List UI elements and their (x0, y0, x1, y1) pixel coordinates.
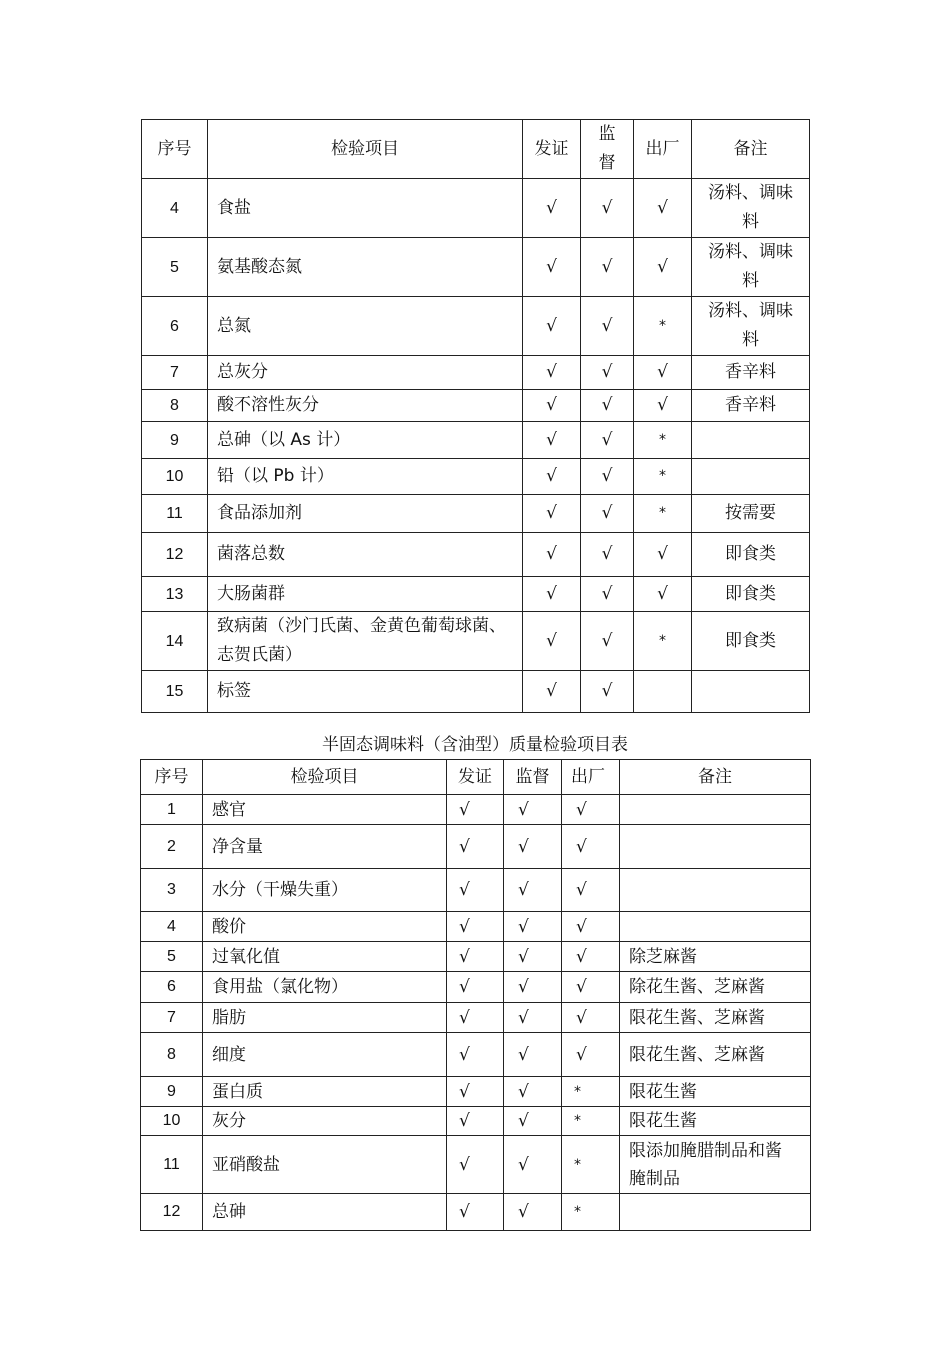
row-supervision: √ (504, 1194, 562, 1231)
row-factory: √ (634, 356, 692, 390)
header-item: 检验项目 (208, 120, 523, 179)
table-row (142, 533, 810, 577)
row-item: 总灰分 (208, 356, 523, 390)
table-row (142, 390, 810, 422)
row-no: 8 (141, 1033, 203, 1077)
row-factory: * (562, 1107, 620, 1136)
row-certification: √ (523, 422, 581, 459)
row-supervision: √ (581, 495, 634, 533)
row-item: 菌落总数 (208, 533, 523, 577)
row-no: 4 (141, 912, 203, 942)
row-item: 脂肪 (203, 1003, 447, 1033)
row-no: 8 (142, 390, 208, 422)
row-factory: * (634, 297, 692, 356)
row-note (692, 422, 810, 459)
table-row (141, 912, 811, 942)
row-item: 亚硝酸盐 (203, 1136, 447, 1194)
row-no: 13 (142, 577, 208, 612)
row-supervision: √ (581, 671, 634, 713)
row-supervision: √ (581, 577, 634, 612)
row-item: 过氧化值 (203, 942, 447, 972)
header-no: 序号 (141, 760, 203, 795)
row-certification: √ (523, 238, 581, 297)
header-no: 序号 (142, 120, 208, 179)
table-row (142, 495, 810, 533)
row-supervision: √ (504, 1003, 562, 1033)
row-supervision: √ (504, 869, 562, 912)
table-row (141, 1136, 811, 1194)
row-supervision: √ (581, 422, 634, 459)
table-row (142, 356, 810, 390)
row-item: 氨基酸态氮 (208, 238, 523, 297)
row-certification: √ (447, 1033, 504, 1077)
row-no: 9 (142, 422, 208, 459)
row-certification: √ (523, 577, 581, 612)
row-factory: √ (634, 179, 692, 238)
row-item: 灰分 (203, 1107, 447, 1136)
row-certification: √ (447, 869, 504, 912)
table-caption: 半固态调味料（含油型）质量检验项目表 (322, 735, 628, 755)
row-note: 限花生酱 (620, 1077, 811, 1107)
row-certification: √ (523, 671, 581, 713)
row-certification: √ (523, 179, 581, 238)
row-no: 12 (141, 1194, 203, 1231)
table-row (142, 297, 810, 356)
row-no: 12 (142, 533, 208, 577)
row-certification: √ (447, 1194, 504, 1231)
row-no: 4 (142, 179, 208, 238)
row-note: 香辛料 (692, 356, 810, 390)
row-note: 限花生酱、芝麻酱 (620, 1033, 811, 1077)
table-row (142, 671, 810, 713)
row-supervision: √ (504, 972, 562, 1003)
row-note: 限花生酱、芝麻酱 (620, 1003, 811, 1033)
row-note: 即食类 (692, 612, 810, 671)
row-item: 蛋白质 (203, 1077, 447, 1107)
row-certification: √ (523, 356, 581, 390)
row-supervision: √ (504, 912, 562, 942)
table-header-row (142, 120, 810, 179)
row-certification: √ (447, 1003, 504, 1033)
row-no: 5 (142, 238, 208, 297)
row-note: 即食类 (692, 533, 810, 577)
row-certification: √ (523, 533, 581, 577)
row-no: 1 (141, 795, 203, 825)
row-item: 食品添加剂 (208, 495, 523, 533)
row-factory: √ (562, 912, 620, 942)
row-supervision: √ (581, 533, 634, 577)
table-row (142, 612, 810, 671)
row-factory: √ (634, 390, 692, 422)
row-certification: √ (447, 825, 504, 869)
table-row (141, 942, 811, 972)
row-note: 汤料、调味料 (692, 238, 810, 297)
row-factory: * (562, 1077, 620, 1107)
header-certification: 发证 (447, 760, 504, 795)
header-supervision: 监督 (504, 760, 562, 795)
row-note (620, 795, 811, 825)
header-certification: 发证 (523, 120, 581, 179)
row-no: 6 (141, 972, 203, 1003)
table-row (141, 1194, 811, 1231)
table-row (141, 1033, 811, 1077)
row-certification: √ (523, 390, 581, 422)
row-note (620, 869, 811, 912)
row-certification: √ (523, 495, 581, 533)
row-supervision: √ (581, 390, 634, 422)
row-factory: √ (562, 1033, 620, 1077)
row-no: 5 (141, 942, 203, 972)
row-no: 11 (141, 1136, 203, 1194)
header-supervision: 监督 (581, 120, 634, 179)
row-item: 致病菌（沙门氏菌、金黄色葡萄球菌、志贺氏菌） (208, 612, 523, 671)
row-certification: √ (447, 1136, 504, 1194)
row-note: 汤料、调味料 (692, 297, 810, 356)
table-row (141, 795, 811, 825)
row-supervision: √ (504, 825, 562, 869)
row-item: 水分（干燥失重） (203, 869, 447, 912)
row-certification: √ (523, 297, 581, 356)
row-note: 即食类 (692, 577, 810, 612)
row-certification: √ (447, 942, 504, 972)
table-row (142, 238, 810, 297)
row-supervision: √ (504, 1107, 562, 1136)
row-no: 14 (142, 612, 208, 671)
row-factory: √ (562, 1003, 620, 1033)
header-note: 备注 (692, 120, 810, 179)
row-item: 食用盐（氯化物） (203, 972, 447, 1003)
row-certification: √ (523, 612, 581, 671)
row-item: 感官 (203, 795, 447, 825)
row-supervision: √ (504, 1077, 562, 1107)
row-no: 3 (141, 869, 203, 912)
row-note: 汤料、调味料 (692, 179, 810, 238)
row-item: 总砷（以 As 计） (208, 422, 523, 459)
row-item: 净含量 (203, 825, 447, 869)
row-factory: √ (634, 577, 692, 612)
row-factory: * (562, 1194, 620, 1231)
row-supervision: √ (504, 795, 562, 825)
row-supervision: √ (581, 356, 634, 390)
row-factory: √ (634, 238, 692, 297)
row-factory: √ (562, 825, 620, 869)
row-item: 总砷 (203, 1194, 447, 1231)
row-certification: √ (447, 795, 504, 825)
row-factory (634, 671, 692, 713)
row-certification: √ (523, 459, 581, 495)
row-note: 香辛料 (692, 390, 810, 422)
row-factory: √ (562, 869, 620, 912)
table-row (142, 179, 810, 238)
row-no: 7 (141, 1003, 203, 1033)
row-item: 总氮 (208, 297, 523, 356)
row-no: 10 (141, 1107, 203, 1136)
row-no: 2 (141, 825, 203, 869)
table-row (141, 869, 811, 912)
row-supervision: √ (581, 297, 634, 356)
table-row (141, 972, 811, 1003)
row-certification: √ (447, 972, 504, 1003)
row-note: 按需要 (692, 495, 810, 533)
table-row (142, 422, 810, 459)
header-factory: 出厂 (634, 120, 692, 179)
row-factory: * (634, 422, 692, 459)
row-factory: √ (634, 533, 692, 577)
row-factory: √ (562, 972, 620, 1003)
row-no: 9 (141, 1077, 203, 1107)
row-note (692, 459, 810, 495)
row-supervision: √ (581, 459, 634, 495)
row-item: 细度 (203, 1033, 447, 1077)
row-supervision: √ (504, 1136, 562, 1194)
row-note (692, 671, 810, 713)
row-note: 限花生酱 (620, 1107, 811, 1136)
row-no: 10 (142, 459, 208, 495)
inspection-table-1 (141, 119, 810, 713)
table-row (141, 1077, 811, 1107)
table-row (142, 459, 810, 495)
table-row (141, 1107, 811, 1136)
row-factory: * (634, 459, 692, 495)
row-note: 除花生酱、芝麻酱 (620, 972, 811, 1003)
table-row (142, 577, 810, 612)
row-item: 标签 (208, 671, 523, 713)
header-note: 备注 (620, 760, 811, 795)
row-supervision: √ (581, 238, 634, 297)
row-certification: √ (447, 912, 504, 942)
row-note (620, 1194, 811, 1231)
header-factory: 出厂 (562, 760, 620, 795)
row-no: 11 (142, 495, 208, 533)
row-item: 食盐 (208, 179, 523, 238)
row-no: 7 (142, 356, 208, 390)
table-row (141, 825, 811, 869)
table-row (141, 1003, 811, 1033)
inspection-table-2 (140, 759, 811, 1231)
row-note: 限添加腌腊制品和酱腌制品 (620, 1136, 811, 1194)
row-factory: √ (562, 795, 620, 825)
table-header-row (141, 760, 811, 795)
row-note (620, 912, 811, 942)
row-certification: √ (447, 1077, 504, 1107)
row-item: 酸价 (203, 912, 447, 942)
row-factory: √ (562, 942, 620, 972)
row-supervision: √ (504, 942, 562, 972)
header-item: 检验项目 (203, 760, 447, 795)
row-note (620, 825, 811, 869)
row-factory: * (634, 495, 692, 533)
row-factory: * (634, 612, 692, 671)
row-supervision: √ (504, 1033, 562, 1077)
row-supervision: √ (581, 612, 634, 671)
row-no: 6 (142, 297, 208, 356)
row-item: 大肠菌群 (208, 577, 523, 612)
row-certification: √ (447, 1107, 504, 1136)
row-no: 15 (142, 671, 208, 713)
row-item: 铅（以 Pb 计） (208, 459, 523, 495)
row-note: 除芝麻酱 (620, 942, 811, 972)
row-factory: * (562, 1136, 620, 1194)
row-item: 酸不溶性灰分 (208, 390, 523, 422)
row-supervision: √ (581, 179, 634, 238)
